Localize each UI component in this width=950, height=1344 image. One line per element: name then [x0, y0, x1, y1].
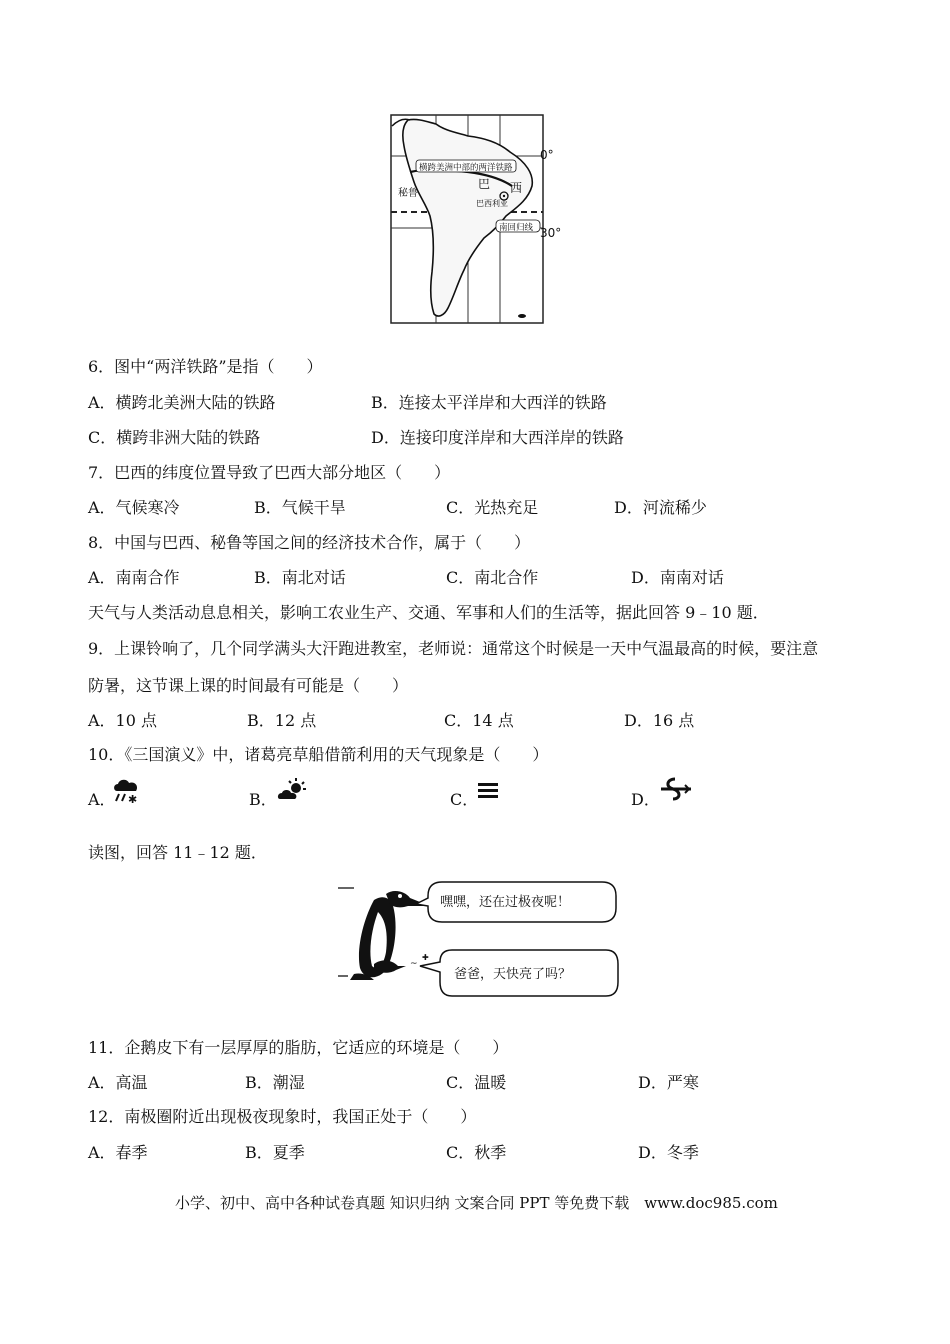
q9-option-c: C．14 点: [444, 711, 514, 730]
sandstorm-icon: [659, 775, 693, 807]
q10-option-a: A．: [88, 790, 116, 809]
brazil-label-2: 西: [510, 181, 523, 195]
question-6-stem: 6．图中“两洋铁路”是指（ ）: [88, 357, 323, 376]
question-9-stem-line1: 9．上课铃响了，几个同学满头大汗跑进教室，老师说：通常这个时候是一天中气温最高的时候，要注意: [88, 639, 819, 658]
q11-option-d: D．严寒: [638, 1073, 699, 1092]
question-9-stem-line2: 防暑，这节课上课的时间最有可能是（ ）: [88, 676, 409, 695]
intro-11-12: 读图，回答 11﹣12 题．: [88, 843, 267, 862]
intro-9-10: 天气与人类活动息息相关，影响工农业生产、交通、军事和人们的生活等，据此回答 9﹣10 题．: [88, 603, 769, 622]
q8-option-c: C．南北合作: [446, 568, 539, 587]
sunny-cloudy-icon: [276, 777, 308, 809]
q8-option-a: A．南南合作: [88, 568, 180, 587]
q7-option-c: C．光热充足: [446, 498, 539, 517]
q9-option-a: A．10 点: [88, 711, 158, 730]
q10-option-b: B．: [249, 790, 277, 809]
penguin-illustration: [334, 868, 620, 1006]
fog-icon: [477, 781, 499, 805]
question-8-stem: 8．中国与巴西、秘鲁等国之间的经济技术合作，属于（ ）: [88, 533, 531, 552]
question-11-stem: 11．企鹅皮下有一层厚厚的脂肪，它适应的环境是（ ）: [88, 1038, 509, 1057]
svg-text:~: ~: [410, 959, 418, 969]
q6-option-c: C．横跨非洲大陆的铁路: [88, 428, 261, 447]
svg-text:✱: ✱: [128, 793, 138, 805]
q8-option-d: D．南南对话: [631, 568, 724, 587]
q10-option-c: C．: [450, 790, 479, 809]
q11-option-a: A．高温: [88, 1073, 148, 1092]
q11-option-b: B．潮湿: [245, 1073, 305, 1092]
page-footer: 小学、初中、高中各种试卷真题 知识归纳 文案合同 PPT 等免费下载 www.doc985.com: [175, 1194, 778, 1212]
lat-0-label: 0°: [540, 148, 554, 162]
question-12-stem: 12．南极圈附近出现极夜现象时，我国正处于（ ）: [88, 1107, 477, 1126]
q7-option-d: D．河流稀少: [614, 498, 707, 517]
q12-option-c: C．秋季: [446, 1143, 507, 1162]
rain-snow-icon: [111, 775, 143, 809]
q12-option-d: D．冬季: [638, 1143, 699, 1162]
q9-option-b: B．12 点: [247, 711, 317, 730]
brazil-label-1: 巴: [478, 177, 491, 191]
railway-label: 横跨美洲中部的两洋铁路: [419, 163, 513, 173]
south-america-map: [388, 112, 562, 326]
lat-30-label: 30°: [540, 226, 562, 240]
q6-option-b: B．连接太平洋岸和大西洋的铁路: [371, 393, 607, 412]
q9-option-d: D．16 点: [624, 711, 695, 730]
q7-option-b: B．气候干旱: [254, 498, 346, 517]
q7-option-a: A．气候寒冷: [88, 498, 180, 517]
question-7-stem: 7．巴西的纬度位置导致了巴西大部分地区（ ）: [88, 463, 451, 482]
peru-label: 秘鲁: [398, 188, 418, 199]
penguin-bubble-top: 嘿嘿，还在过极夜呢！: [440, 895, 571, 910]
brasilia-label: 巴西利亚: [476, 199, 508, 208]
question-10-stem: 10．《三国演义》中，诸葛亮草船借箭利用的天气现象是（ ）: [88, 745, 549, 764]
penguin-bubble-bottom: 爸爸，天快亮了吗？: [454, 967, 572, 982]
q12-option-a: A．春季: [88, 1143, 148, 1162]
q10-option-d: D．: [631, 790, 660, 809]
tropic-label: 南回归线: [499, 223, 534, 233]
q12-option-b: B．夏季: [245, 1143, 305, 1162]
q6-option-d: D．连接印度洋岸和大西洋岸的铁路: [371, 428, 624, 447]
q8-option-b: B．南北对话: [254, 568, 346, 587]
svg-text:✚: ✚: [422, 953, 429, 962]
q6-option-a: A．横跨北美洲大陆的铁路: [88, 393, 276, 412]
q11-option-c: C．温暖: [446, 1073, 507, 1092]
